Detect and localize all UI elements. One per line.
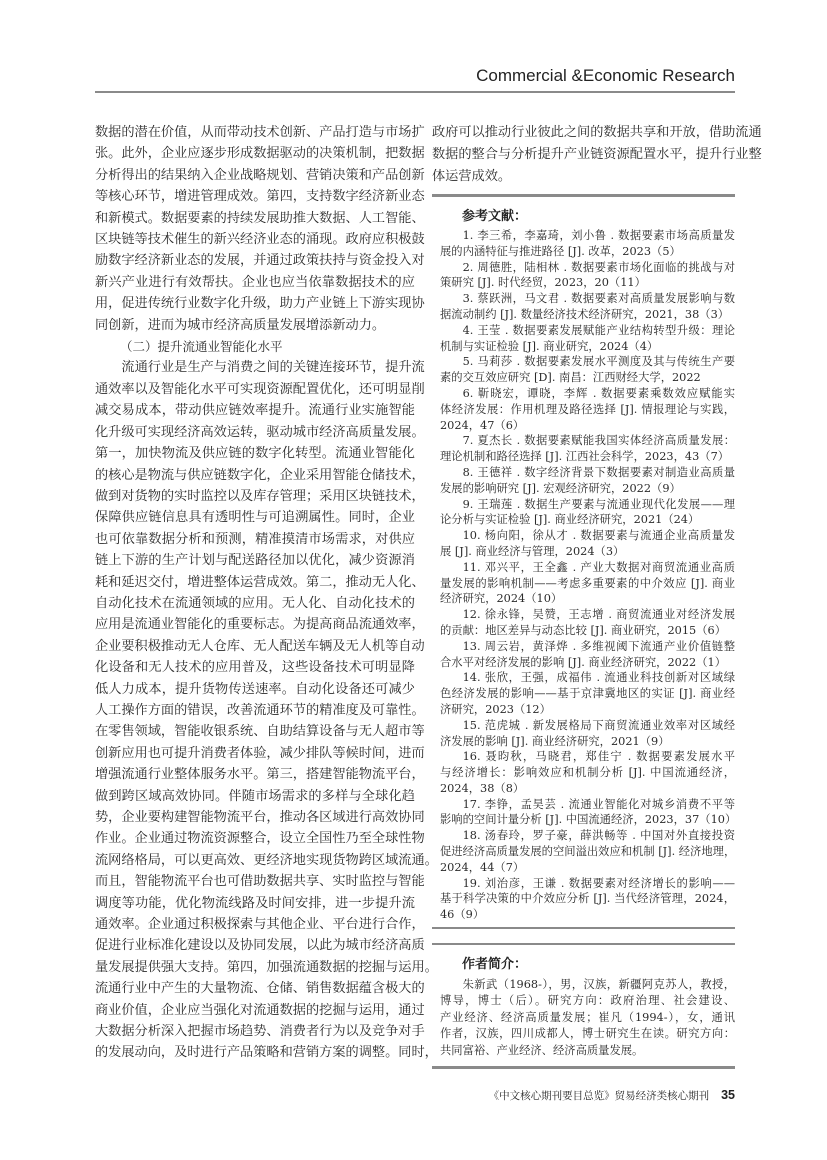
reference-line: 4. 王莹 . 数据要素发展赋能产业结构转型升级：理论: [462, 323, 735, 337]
body-text-line: 低人力成本，提升货物传送速率。自动化设备还可减少: [95, 681, 415, 697]
reference-line: 机制与实证检验 [J]. 商业研究，2024（4）: [440, 339, 659, 353]
body-text-line: 作业。企业通过物流资源整合，设立全国性乃至全球性物: [95, 831, 425, 847]
author-bio-line: 产业经济、经济高质量发展；崔凡（1994-），女，通讯: [440, 1010, 735, 1024]
body-text-line: 大数据分析深入把握市场趋势、消费者行为以及竞争对手: [95, 1024, 425, 1040]
body-text-line: 分析得出的结果纳入企业战略规划、营销决策和产品创新: [95, 167, 425, 183]
body-text-line: 企业要积极推动无人仓库、无人配送车辆及无人机等自动: [95, 638, 425, 654]
reference-line: 3. 蔡跃洲，马文君 . 数据要素对高质量发展影响与数: [462, 292, 735, 306]
body-text-line: 数据的潜在价值，从而带动技术创新、产品打造与市场扩: [95, 125, 425, 140]
reference-line: 12. 徐永锋，吴赞，王志增 . 商贸流通业对经济发展: [462, 608, 735, 622]
body-text-line: 商业价值，企业应当强化对流通数据的挖掘与运用，通过: [95, 1002, 425, 1018]
body-text-line: 调度等功能，优化物流线路及时间安排，进一步提升流: [95, 895, 415, 911]
footer: [489, 1088, 735, 1103]
reference-line: 素的交互效应研究 [D]. 南昌：江西财经大学，2022: [440, 371, 701, 385]
page-number: 35: [721, 1088, 735, 1102]
reference-line: 的贡献：地区差异与动态比较 [J]. 商业研究，2015（6）: [440, 623, 726, 637]
author-top-rule: [432, 943, 735, 945]
author-bio: [440, 977, 735, 1059]
body-text-line: 势，企业要构建智能物流平台，推动各区域进行高效协同: [95, 810, 425, 825]
journal-title: Commercial &Economic Research: [476, 66, 735, 85]
reference-line: 体经济发展：作用机理及路径选择 [J]. 情报理论与实践，: [440, 402, 735, 416]
body-text-line: 流通行业是生产与消费之间的关键连接环节，提升流: [121, 360, 425, 376]
reference-line: 2024，44（7）: [440, 860, 525, 874]
body-text-line: 体运营成效。: [432, 169, 512, 184]
reference-line: 策研究 [J]. 时代经贸，2023，20（11）: [440, 276, 646, 290]
reference-line: 9. 王瑞莲 . 数据生产要素与流通业现代化发展——理: [462, 497, 735, 511]
reference-line: 16. 聂昀秋，马晓君，郑佳宁 . 数据要素发展水平: [462, 750, 735, 764]
reference-line: 经济研究，2024（10）: [440, 592, 563, 606]
body-text-line: 政府可以推动行业彼此之间的数据共享和开放，借助流通: [432, 125, 762, 140]
footer-journal-note: 《中文核心期刊要目总览》贸易经济类核心期刊: [488, 1090, 710, 1102]
body-text-line: 促进行业标准化建设以及协同发展，以此为城市经济高质: [95, 938, 425, 954]
reference-line: 5. 马莉莎 . 数据要素发展水平测度及其与传统生产要: [462, 355, 735, 369]
reference-line: 18. 汤春玲，罗子豪，薛洪畅等 . 中国对外直接投资: [462, 829, 735, 843]
author-bio-line: 共同富裕、产业经济、经济高质量发展。: [440, 1043, 644, 1057]
reference-line: 19. 刘治彦，王谦 . 数据要素对经济增长的影响——: [462, 876, 735, 890]
body-text-line: 耗和延迟交付，增进整体运营成效。第二，推动无人化、: [95, 574, 425, 590]
body-text-line: 创新应用也可提升消费者体验，减少排队等候时间，进而: [95, 745, 425, 761]
reference-line: 17. 李铮，孟昊芸 . 流通业智能化对城乡消费不平等: [462, 797, 735, 811]
body-text-line: 流通行业中产生的大量物流、仓储、销售数据蕴含极大的: [95, 981, 425, 997]
reference-line: 量发展的影响机制——考虑多重要素的中介效应 [J]. 商业: [440, 576, 735, 590]
body-text-line: 减交易成本，带动供应链效率提升。流通行业实施智能: [95, 403, 415, 419]
references-top-rule: [432, 194, 735, 197]
reference-line: 展的内涵特征与推进路径 [J]. 改革，2023（5）: [440, 244, 681, 258]
body-text-line: 用，促进传统行业数字化升级，助力产业链上下游实现协: [95, 296, 425, 312]
body-text-line: 通效率。企业通过积极探索与其他企业、平台进行合作，: [95, 917, 425, 933]
references-list: [440, 228, 735, 923]
reference-line: 1. 李三希，李嘉琦，刘小鲁 . 数据要素市场高质量发: [462, 229, 735, 242]
body-text-line: 自动化技术在流通领域的应用。无人化、自动化技术的: [95, 595, 415, 611]
reference-line: 10. 杨向阳，徐从才 . 数据要素与流通企业高质量发: [462, 529, 735, 543]
body-text-line: 张。此外，企业应逐步形成数据驱动的决策机制，把数据: [95, 146, 425, 162]
reference-line: 济研究，2023（12）: [440, 702, 551, 716]
reference-line: 发展的影响研究 [J]. 宏观经济研究，2022（9）: [440, 481, 681, 495]
reference-line: 15. 范虎城 . 新发展格局下商贸流通业效率对区域经: [462, 718, 735, 732]
body-text-line: 人工操作方面的错误，改善流通环节的精准度及可靠性。: [95, 702, 425, 718]
reference-line: 8. 王德祥 . 数字经济背景下数据要素对制造业高质量: [462, 465, 735, 479]
author-bio-line: 博导，博士（后）。研究方向：政府治理、社会建设、: [440, 994, 735, 1008]
left-column: [95, 122, 438, 1064]
reference-line: 14. 张欣，王强，成福伟 . 流通业科技创新对区域绿: [462, 671, 735, 685]
body-text-line: 做到对货物的实时监控以及库存管理；采用区块链技术，: [95, 488, 425, 504]
body-text-line: 也可依靠数据分析和预测，精准摸清市场需求，对供应: [95, 531, 415, 547]
reference-line: 基于科学决策的中介效应分析 [J]. 当代经济管理，2024，: [440, 892, 735, 906]
body-text-line: 化设备和无人技术的应用普及，这些设备技术可明显降: [95, 660, 415, 676]
section-heading: （二）提升流通业智能化水平: [120, 339, 283, 355]
reference-line: 影响的空间计量分析 [J]. 中国流通经济，2023，37（10）: [440, 813, 737, 827]
reference-line: 2024，38（8）: [440, 781, 525, 795]
body-text-line: 等核心环节，增进管理成效。第四，支持数字经济新业态: [95, 189, 425, 205]
body-text-line: 和新模式。数据要素的持续发展助推大数据、人工智能、: [95, 210, 425, 226]
reference-line: 与经济增长：影响效应和机制分析 [J]. 中国流通经济，: [440, 766, 735, 780]
body-text-line: 通效率以及智能化水平可实现资源配置优化，还可明显削: [95, 381, 425, 397]
body-text-line: 数据的整合与分析提升产业链资源配置水平，提升行业整: [432, 147, 762, 162]
reference-line: 2024，47（6）: [440, 418, 525, 432]
reference-line: 济发展的影响 [J]. 商业经济研究，2021（9）: [440, 734, 670, 748]
header-rule: [95, 91, 735, 93]
references-title: 参考文献：: [462, 208, 528, 223]
reference-line: 13. 周云岩，黄泽烨 . 多维视阈下流通产业价值链整: [462, 639, 735, 653]
reference-line: 11. 邓兴平，王全鑫 . 产业大数据对商贸流通业高质: [462, 560, 735, 574]
reference-line: 促进经济高质量发展的空间溢出效应和机制 [J]. 经济地理，: [440, 845, 736, 859]
body-text-line: 而且，智能物流平台也可借助数据共享、实时监控与智能: [95, 874, 425, 890]
reference-line: 理论机制和路径选择 [J]. 江西社会科学，2023，43（7）: [440, 450, 730, 464]
author-bio-line: 朱新武（1968-），男，汉族，新疆阿克苏人，教授，: [462, 978, 735, 991]
body-text-line: 化升级可实现经济高效运转，驱动城市经济高质量发展。: [95, 424, 425, 440]
body-text-line: 新兴产业进行有效帮扶。企业也应当依靠数据技术的应: [95, 274, 415, 290]
author-bio-line: 作者，汉族，四川成都人，博士研究生在读。研究方向：: [440, 1027, 735, 1041]
reference-line: 据流动制约 [J]. 数量经济技术经济研究，2021，38（3）: [440, 307, 730, 321]
body-text-line: 同创新，进而为城市经济高质量发展增添新动力。: [95, 317, 386, 333]
author-title: 作者简介：: [462, 956, 528, 971]
right-top-paragraph: [432, 122, 762, 188]
author-bottom-rule: [432, 1066, 735, 1069]
body-text-line: 区块链等技术催生的新兴经济业态的涌现。政府应积极鼓: [95, 232, 425, 248]
reference-line: 46（9）: [440, 908, 485, 922]
reference-line: 展 [J]. 商业经济与管理，2024（3）: [440, 544, 625, 558]
reference-line: 合水平对经济发展的影响 [J]. 商业经济研究，2022（1）: [440, 655, 726, 669]
body-text-line: 保障供应链信息具有透明性与可追溯属性。同时，企业: [95, 510, 415, 526]
reference-line: 色经济发展的影响——基于京津冀地区的实证 [J]. 商业经: [440, 687, 735, 701]
body-text-line: 励数字经济新业态的发展，并通过政策扶持与资金投入对: [95, 253, 425, 269]
body-text-line: 第一，加快物流及供应链的数字化转型。流通业智能化: [95, 446, 415, 462]
references-bottom-rule: [432, 927, 735, 929]
body-text-line: 的发展动向，及时进行产品策略和营销方案的调整。同时，: [95, 1045, 438, 1061]
body-text-line: 在零售领域，智能收银系统、自助结算设备与无人超市等: [95, 724, 425, 740]
body-text-line: 做到跨区域高效协同。伴随市场需求的多样与全球化趋: [95, 788, 415, 804]
body-text-line: 应用是流通业智能化的重要标志。为提高商品流通效率，: [95, 617, 425, 633]
body-text-line: 量发展提供强大支持。第四，加强流通数据的挖掘与运用。: [95, 959, 438, 975]
reference-line: 7. 夏杰长 . 数据要素赋能我国实体经济高质量发展：: [462, 434, 735, 448]
body-text-line: 增强流通行业整体服务水平。第三，搭建智能物流平台，: [95, 767, 425, 783]
reference-line: 2. 周德胜，陆相林 . 数据要素市场化面临的挑战与对: [462, 260, 735, 274]
reference-line: 论分析与实证检验 [J]. 商业经济研究，2021（24）: [440, 513, 700, 527]
body-text-line: 流网络格局，可以更高效、更经济地实现货物跨区域流通。: [95, 852, 438, 868]
body-text-line: 链上下游的生产计划与配送路径加以优化，减少资源消: [95, 553, 415, 569]
body-text-line: 的核心是物流与供应链数字化，企业采用智能仓储技术，: [95, 467, 425, 483]
reference-line: 6. 靳晓宏，谭晓，李辉 . 数据要素乘数效应赋能实: [462, 386, 735, 400]
